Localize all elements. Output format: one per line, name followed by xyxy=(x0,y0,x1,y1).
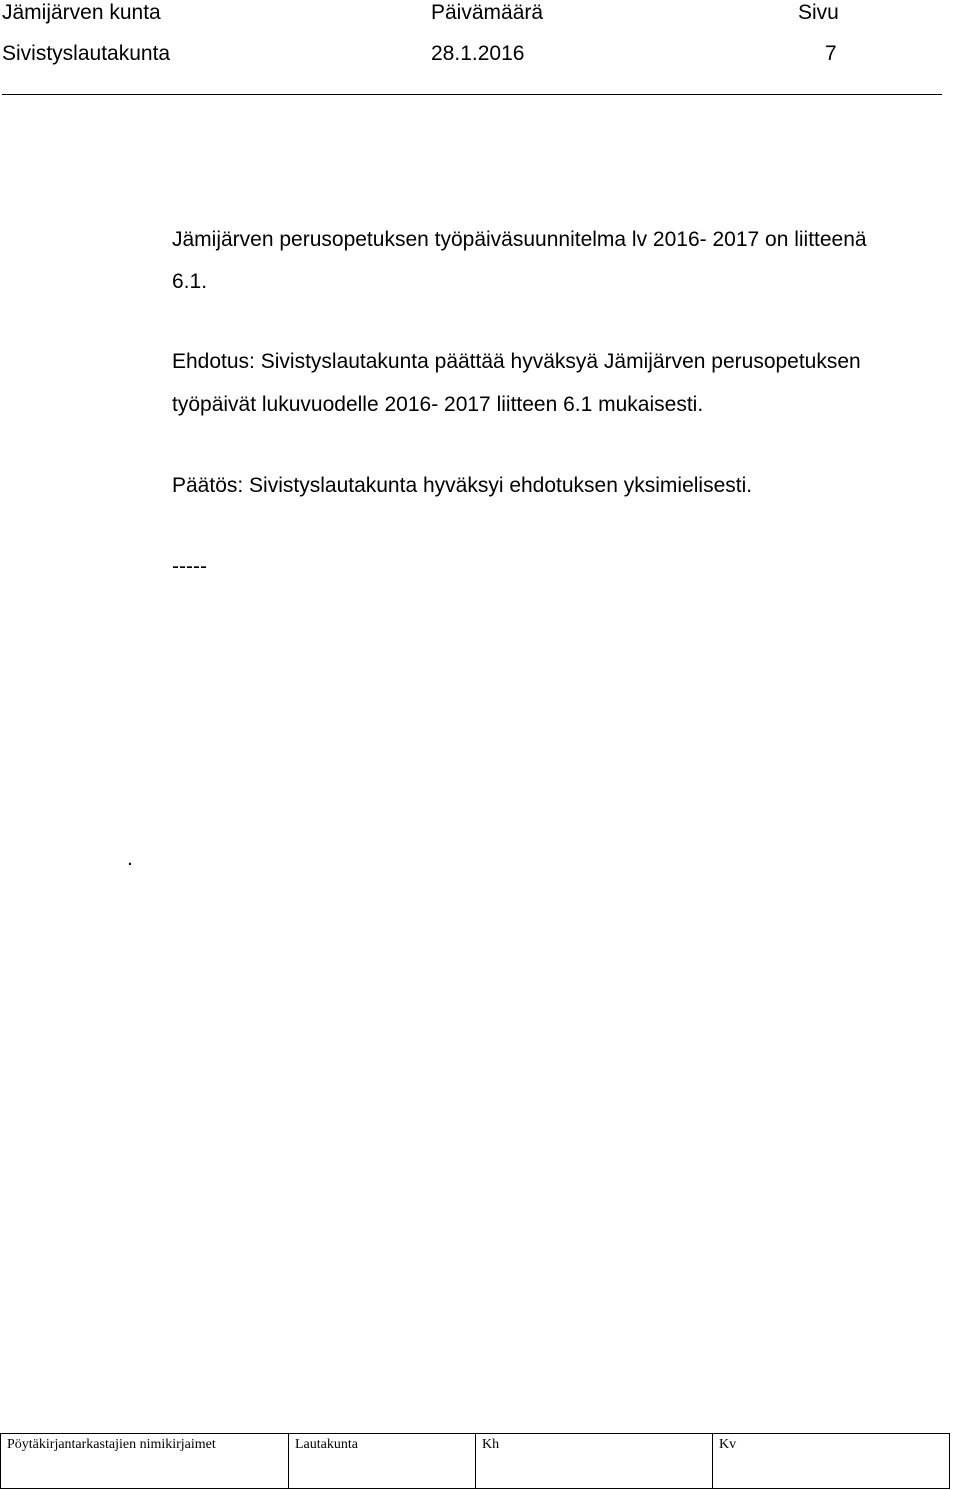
board-cell: Lautakunta xyxy=(289,1434,476,1489)
kv-cell: Kv xyxy=(713,1434,950,1489)
signature-table xyxy=(0,1433,950,1489)
reviewers-initials-cell: Pöytäkirjantarkastajien nimikirjaimet xyxy=(1,1434,289,1489)
paragraph-1-line-1: Jämijärven perusopetuksen työpäiväsuunnitelma lv 2016- 2017 on liitteenä xyxy=(172,228,867,251)
decision-line: Päätös: Sivistyslautakunta hyväksyi ehdotuksen yksimielisesti. xyxy=(172,474,753,497)
proposal-line-2: työpäivät lukuvuodelle 2016- 2017 liitteen 6.1 mukaisesti. xyxy=(172,393,704,416)
board-name: Sivistyslautakunta xyxy=(2,42,171,65)
date-value: 28.1.2016 xyxy=(431,42,525,65)
kh-cell: Kh xyxy=(476,1434,713,1489)
section-separator: ----- xyxy=(172,555,207,578)
proposal-line-1: Ehdotus: Sivistyslautakunta päättää hyväksyä Jämijärven perusopetuksen xyxy=(172,350,861,373)
stray-dot: . xyxy=(127,847,133,870)
organization-name: Jämijärven kunta xyxy=(2,1,161,24)
page-label: Sivu xyxy=(798,1,839,24)
date-label: Päivämäärä xyxy=(431,1,544,24)
page-number: 7 xyxy=(825,42,837,65)
signature-row xyxy=(1,1434,950,1489)
paragraph-1-line-2: 6.1. xyxy=(172,270,208,293)
header-divider xyxy=(2,94,942,95)
